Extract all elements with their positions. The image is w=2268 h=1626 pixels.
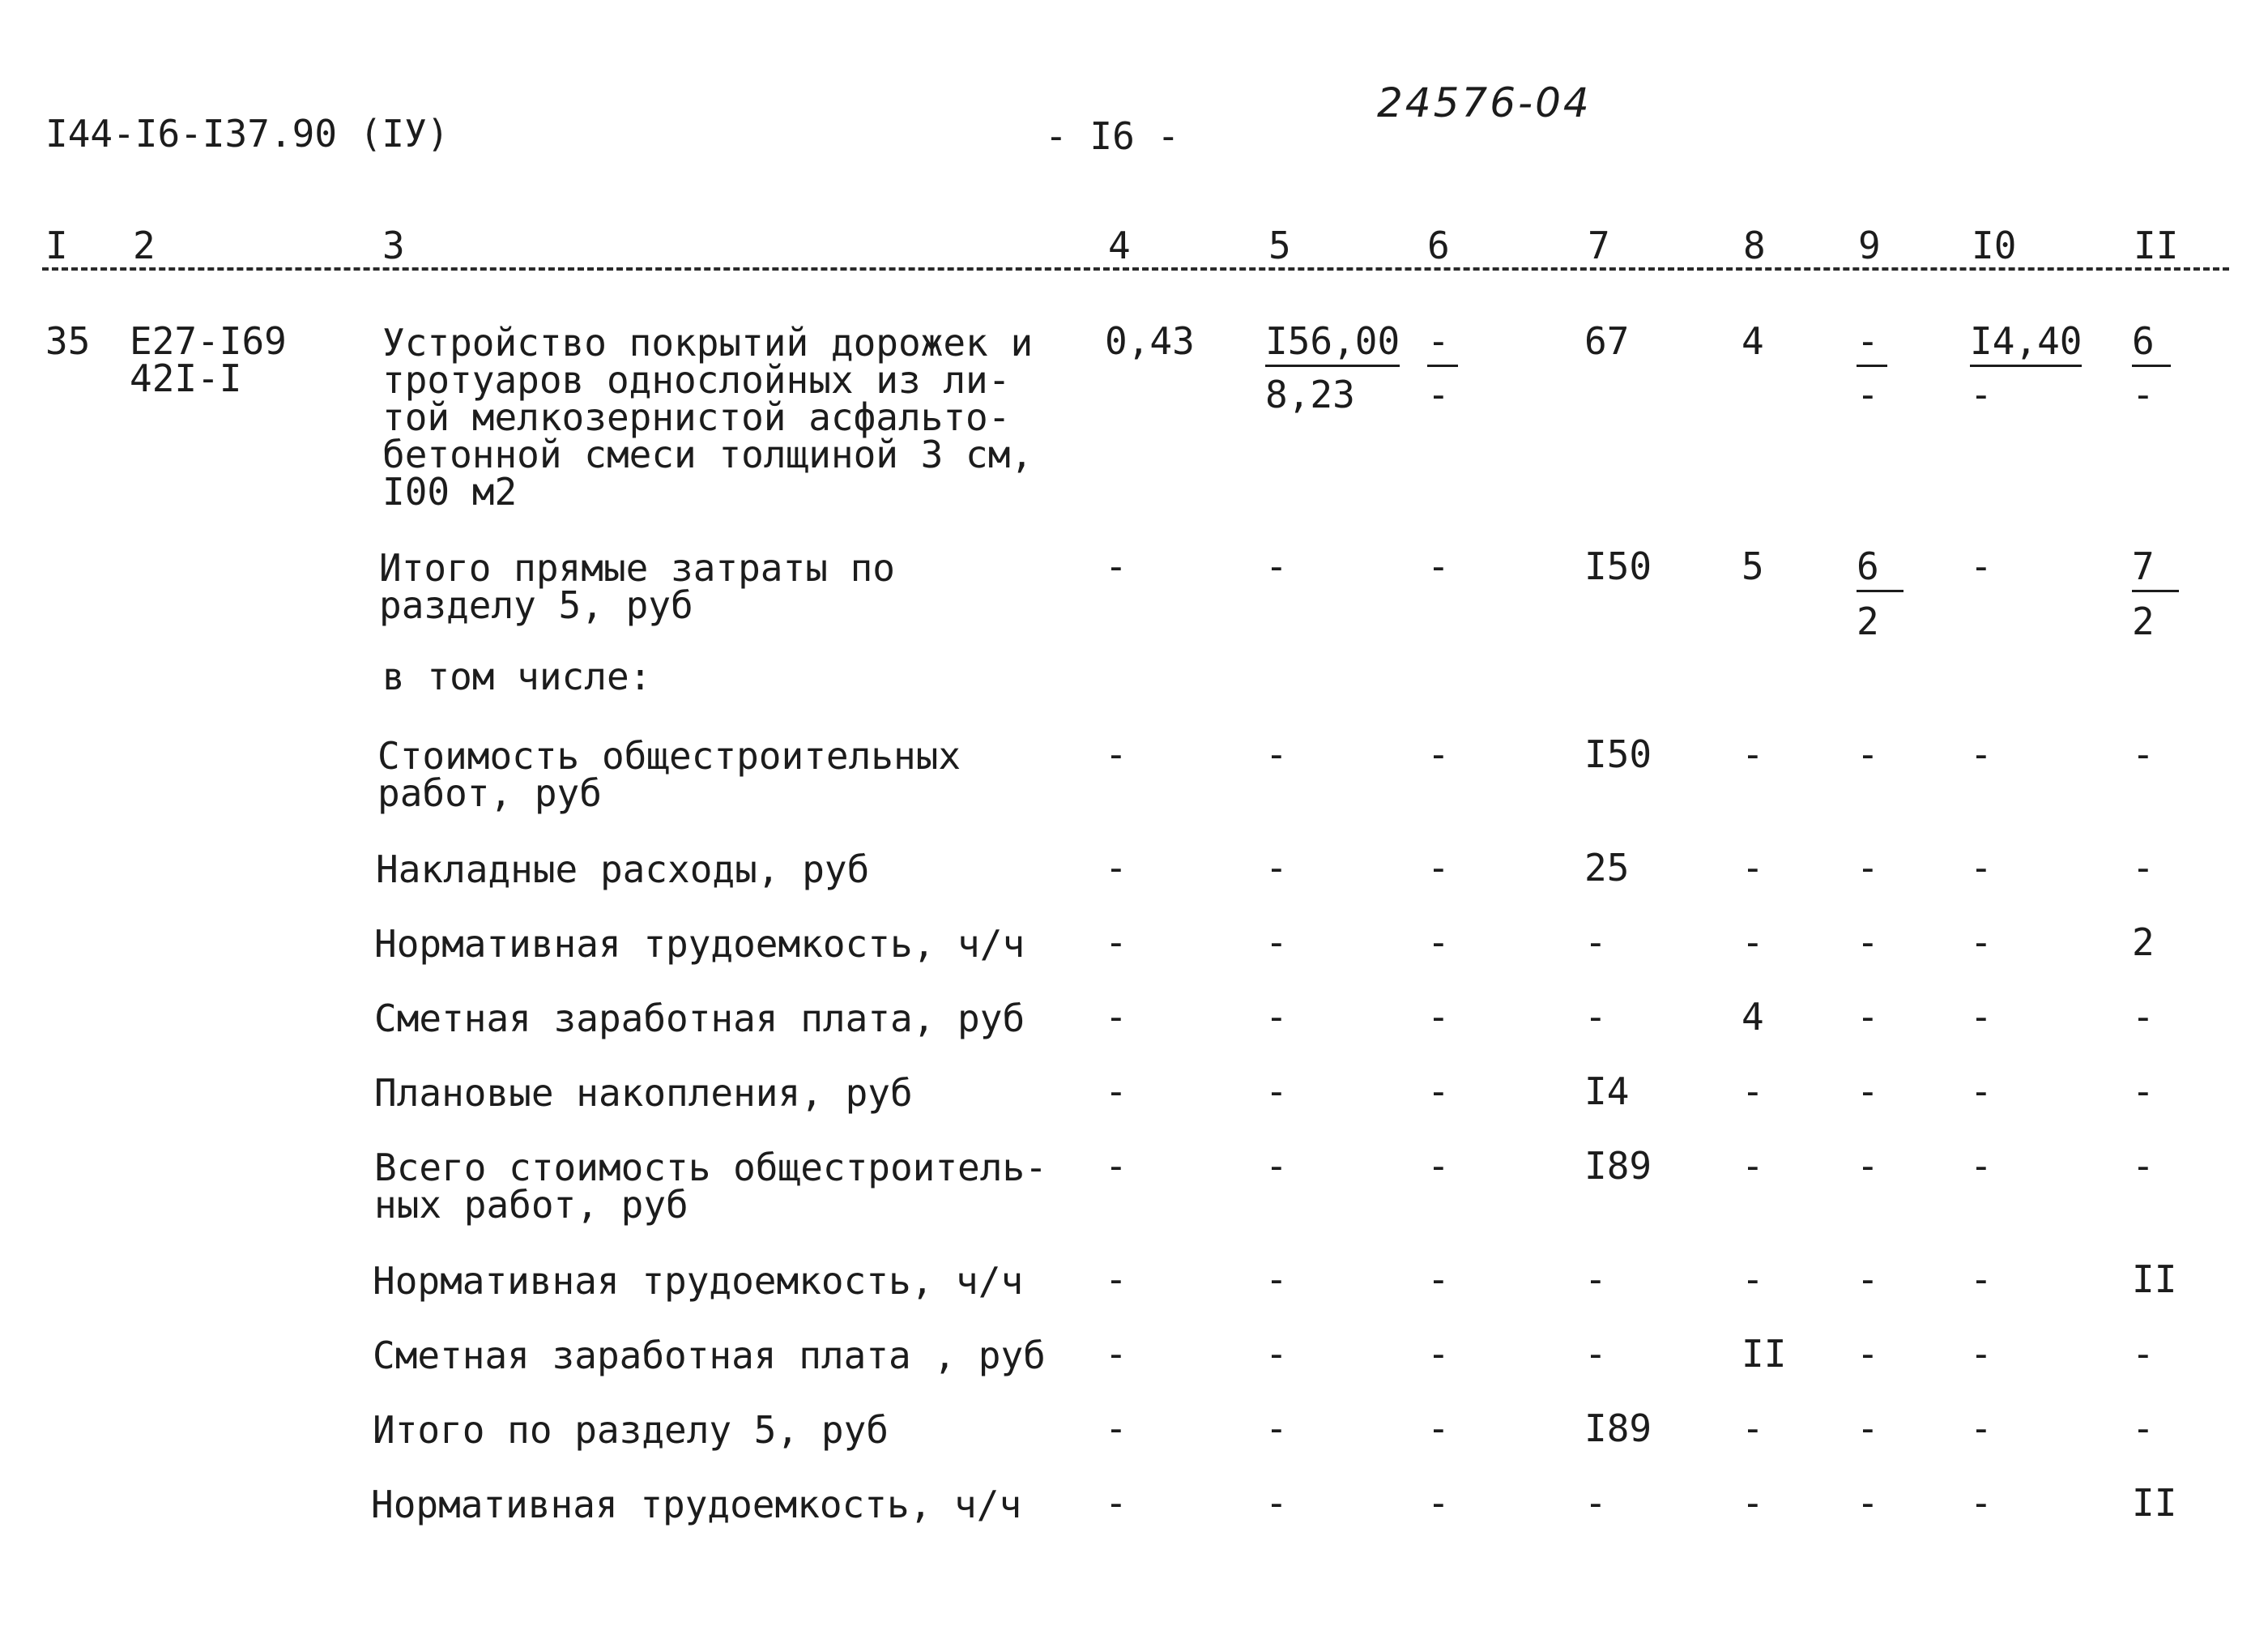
row-cell-col11: - [2132,846,2155,890]
row-cell-col11: - [2132,1069,2155,1113]
row-cell-col10: - [1970,1257,1993,1301]
row-cell-col4: - [1105,920,1128,964]
row-cell-col11: - [2132,732,2155,776]
row-cell-col10: - [1970,1481,1993,1525]
row-cell-col10: - [1970,1069,1993,1113]
row-cell-col9: - [1857,732,1879,776]
row-cell-col4: - [1105,995,1128,1039]
row-cell-col10: - [1970,732,1993,776]
row-cell-col8: - [1742,846,1764,890]
row-cell-col8: - [1742,732,1764,776]
row-cell-col7: I50 [1584,732,1652,776]
row-label: Нормативная трудоемкость, ч/ч [373,1259,1024,1303]
row-cell-col11: - [2132,1332,2155,1376]
row-cell-col9: - [1857,995,1879,1039]
row-cell-col6: - [1427,1069,1450,1113]
row-cell-col5: - [1265,920,1288,964]
entry-col11-top: 6 [2132,319,2171,367]
entry-col7: 67 [1584,319,1630,363]
column-number-11: II [2134,224,2179,267]
row-cell-col6: - [1427,846,1450,890]
row-cell-col7: - [1584,995,1607,1039]
entry-col6-top: - [1427,319,1458,367]
entry-col11-bottom: - [2132,373,2155,416]
row-cell-col4: - [1105,1069,1128,1113]
row-label: Плановые накопления, руб [374,1071,913,1115]
subtotal-col5: - [1265,544,1288,588]
row-cell-col6: - [1427,1406,1450,1450]
row-cell-col10: - [1970,1144,1993,1188]
row-cell-col8: 4 [1742,995,1764,1039]
entry-description: Устройство покрытий дорожек и тротуаров однослойных из ли- той мелкозернистой асфальто- бетонной смеси толщиной 3 см, I00 м2 [382,321,1034,514]
row-cell-col11: - [2132,995,2155,1039]
column-number-2: 2 [133,224,156,267]
row-label: Сметная заработная плата , руб [373,1334,1046,1377]
row-cell-col8: II [1742,1332,1787,1376]
row-cell-col11: II [2132,1257,2177,1301]
entry-col6-bottom: - [1427,373,1450,416]
row-cell-col5: - [1265,1481,1288,1525]
row-label: Стоимость общестроительных работ, руб [377,734,961,815]
row-label: Всего стоимость общестроитель- ных работ, руб [374,1146,1047,1227]
row-cell-col8: - [1742,920,1764,964]
subtotal-col8: 5 [1742,544,1764,588]
row-cell-col9: - [1857,1257,1879,1301]
row-cell-col7: 25 [1584,846,1630,890]
column-number-9: 9 [1858,224,1881,267]
entry-code-line2: 42I-I [130,356,242,400]
entry-col10-bottom: - [1970,373,1993,416]
row-cell-col7: - [1584,1332,1607,1376]
row-cell-col9: - [1857,1406,1879,1450]
row-cell-col10: - [1970,995,1993,1039]
row-cell-col9: - [1857,1332,1879,1376]
row-cell-col4: - [1105,846,1128,890]
row-cell-col5: - [1265,1332,1288,1376]
row-cell-col10: - [1970,920,1993,964]
entry-code-line1: E27-I69 [130,319,287,363]
row-cell-col9: - [1857,1144,1879,1188]
row-cell-col10: - [1970,1406,1993,1450]
subtotal-label: Итого прямые затраты по разделу 5, руб [379,546,895,627]
subtotal-col7: I50 [1584,544,1652,588]
row-cell-col5: - [1265,1069,1288,1113]
row-cell-col4: - [1105,1257,1128,1301]
subtotal-col11-top: 7 [2132,544,2179,592]
entry-col5-bottom: 8,23 [1265,373,1355,416]
row-cell-col10: - [1970,846,1993,890]
row-cell-col5: - [1265,846,1288,890]
column-number-7: 7 [1588,224,1610,267]
row-label: Сметная заработная плата, руб [374,997,1025,1040]
entry-col4: 0,43 [1105,319,1195,363]
row-cell-col6: - [1427,995,1450,1039]
row-cell-col7: I4 [1584,1069,1630,1113]
document-code: I44-I6-I37.90 (IУ) [45,112,450,156]
row-cell-col6: - [1427,920,1450,964]
row-cell-col8: - [1742,1406,1764,1450]
row-cell-col6: - [1427,1332,1450,1376]
row-cell-col5: - [1265,1406,1288,1450]
row-cell-col8: - [1742,1257,1764,1301]
row-cell-col9: - [1857,920,1879,964]
row-cell-col5: - [1265,1144,1288,1188]
row-cell-col7: I89 [1584,1144,1652,1188]
subtotal-col9-top: 6 [1857,544,1904,592]
row-cell-col11: 2 [2132,920,2155,964]
column-number-5: 5 [1268,224,1291,267]
subtotal-col11-bottom: 2 [2132,600,2155,643]
column-number-10: I0 [1972,224,2017,267]
row-cell-col5: - [1265,732,1288,776]
subtotal-col9-bottom: 2 [1857,600,1879,643]
column-number-1: I [45,224,68,267]
row-cell-col4: - [1105,1406,1128,1450]
row-label: Накладные расходы, руб [376,847,870,891]
entry-col9-top: - [1857,319,1887,367]
row-cell-col4: - [1105,1144,1128,1188]
row-cell-col6: - [1427,732,1450,776]
row-cell-col4: - [1105,732,1128,776]
row-cell-col11: II [2132,1481,2177,1525]
row-label: Нормативная трудоемкость, ч/ч [371,1483,1022,1526]
entry-col5-top: I56,00 [1265,319,1400,367]
row-cell-col9: - [1857,1481,1879,1525]
entry-number: 35 [45,319,91,363]
row-cell-col6: - [1427,1481,1450,1525]
entry-col8: 4 [1742,319,1764,363]
row-cell-col7: - [1584,1257,1607,1301]
column-number-8: 8 [1743,224,1766,267]
handwritten-number: 24576-04 [1377,79,1592,126]
entry-col9-bottom: - [1857,373,1879,416]
header-divider [42,267,2229,271]
column-number-4: 4 [1108,224,1131,267]
row-label: Итого по разделу 5, руб [373,1408,889,1452]
subtotal-col6: - [1427,544,1450,588]
row-cell-col7: - [1584,1481,1607,1525]
row-cell-col7: I89 [1584,1406,1652,1450]
row-cell-col4: - [1105,1332,1128,1376]
row-cell-col8: - [1742,1144,1764,1188]
including-label: в том числе: [382,655,652,698]
page-number: - I6 - [1045,114,1180,158]
column-number-3: 3 [382,224,405,267]
subtotal-col4: - [1105,544,1128,588]
row-cell-col9: - [1857,846,1879,890]
row-cell-col8: - [1742,1481,1764,1525]
row-cell-col5: - [1265,995,1288,1039]
row-cell-col11: - [2132,1406,2155,1450]
row-cell-col7: - [1584,920,1607,964]
row-cell-col11: - [2132,1144,2155,1188]
row-cell-col8: - [1742,1069,1764,1113]
subtotal-col10: - [1970,544,1993,588]
row-cell-col6: - [1427,1257,1450,1301]
row-cell-col4: - [1105,1481,1128,1525]
column-number-6: 6 [1427,224,1450,267]
row-cell-col10: - [1970,1332,1993,1376]
row-label: Нормативная трудоемкость, ч/ч [374,922,1025,966]
entry-col10-top: I4,40 [1970,319,2082,367]
row-cell-col5: - [1265,1257,1288,1301]
row-cell-col9: - [1857,1069,1879,1113]
row-cell-col6: - [1427,1144,1450,1188]
